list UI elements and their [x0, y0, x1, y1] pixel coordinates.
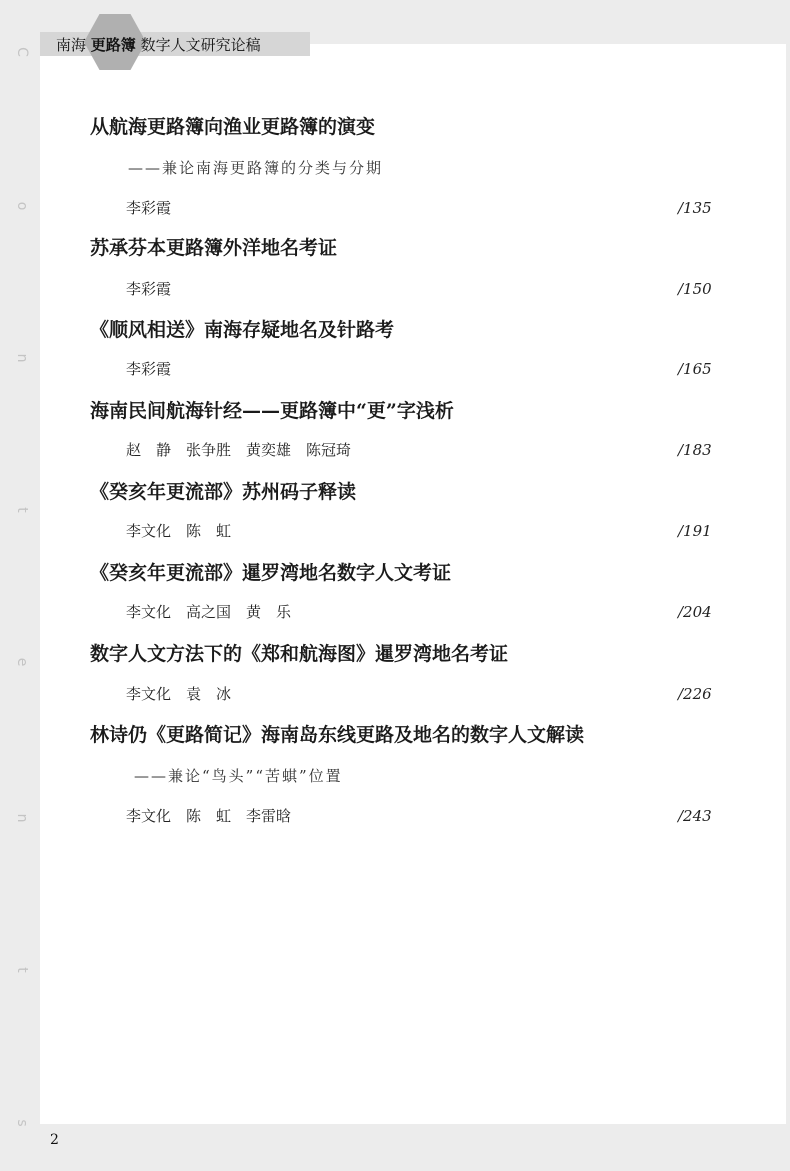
toc-entry-authors: 李文化 袁 冰 [126, 685, 232, 703]
side-letter: C [14, 47, 30, 57]
page-number: 2 [50, 1132, 59, 1148]
toc-entry-title[interactable]: 《顺风相送》南海存疑地名及针路考 [90, 319, 395, 341]
side-letter: e [14, 657, 30, 667]
side-letter: t [14, 507, 30, 513]
toc-entry-title[interactable]: 《癸亥年更流部》苏州码子释读 [90, 481, 357, 503]
toc-entry-authors: 李彩霞 [126, 360, 172, 378]
side-letter: n [14, 353, 30, 363]
header-title-rest: 数字人文研究论稿 [140, 36, 261, 54]
running-header [56, 34, 261, 56]
header-title-bold: 更路簿 [90, 36, 136, 54]
toc-entry-title[interactable]: 《癸亥年更流部》暹罗湾地名数字人文考证 [90, 562, 452, 584]
toc-entry-page[interactable]: /226 [678, 685, 712, 703]
toc-entry-authors: 李文化 陈 虹 李雷晗 [126, 807, 292, 825]
toc-entry-page[interactable]: /204 [678, 603, 712, 621]
toc-entry-page[interactable]: /191 [678, 522, 712, 540]
side-letter: o [14, 201, 30, 211]
toc-entry-page[interactable]: /165 [678, 360, 712, 378]
toc-entry-page[interactable]: /150 [678, 280, 712, 298]
toc-entry-authors: 李文化 高之国 黄 乐 [126, 603, 292, 621]
toc-entry-title[interactable]: 林诗仍《更路简记》海南岛东线更路及地名的数字人文解读 [90, 724, 585, 746]
toc-entry-page[interactable]: /183 [678, 441, 712, 459]
toc-entry-page[interactable]: /135 [678, 199, 712, 217]
side-letter: n [14, 813, 30, 823]
toc-entry-title[interactable]: 数字人文方法下的《郑和航海图》暹罗湾地名考证 [90, 643, 509, 665]
toc-entry-subtitle: ——兼论南海更路簿的分类与分期 [128, 159, 384, 177]
toc-entry-page[interactable]: /243 [678, 807, 712, 825]
toc-entry-title[interactable]: 海南民间航海针经——更路簿中“更”字浅析 [90, 400, 454, 422]
toc-entry-authors: 李彩霞 [126, 280, 172, 298]
toc-entry-title[interactable]: 苏承芬本更路簿外洋地名考证 [90, 237, 338, 259]
side-margin [0, 0, 40, 1171]
toc-entry-title[interactable]: 从航海更路簿向渔业更路簿的演变 [90, 116, 376, 138]
toc-entry-authors: 李彩霞 [126, 199, 172, 217]
side-letter: t [14, 967, 30, 973]
side-letter: s [14, 1119, 30, 1127]
toc-entry-subtitle: ——兼论“鸟头”“苦蜞”位置 [134, 767, 343, 785]
toc-entry-authors: 赵 静 张争胜 黄奕雄 陈冠琦 [126, 441, 352, 459]
toc-entry-authors: 李文化 陈 虹 [126, 522, 232, 540]
header-series: 南海 [56, 36, 87, 54]
